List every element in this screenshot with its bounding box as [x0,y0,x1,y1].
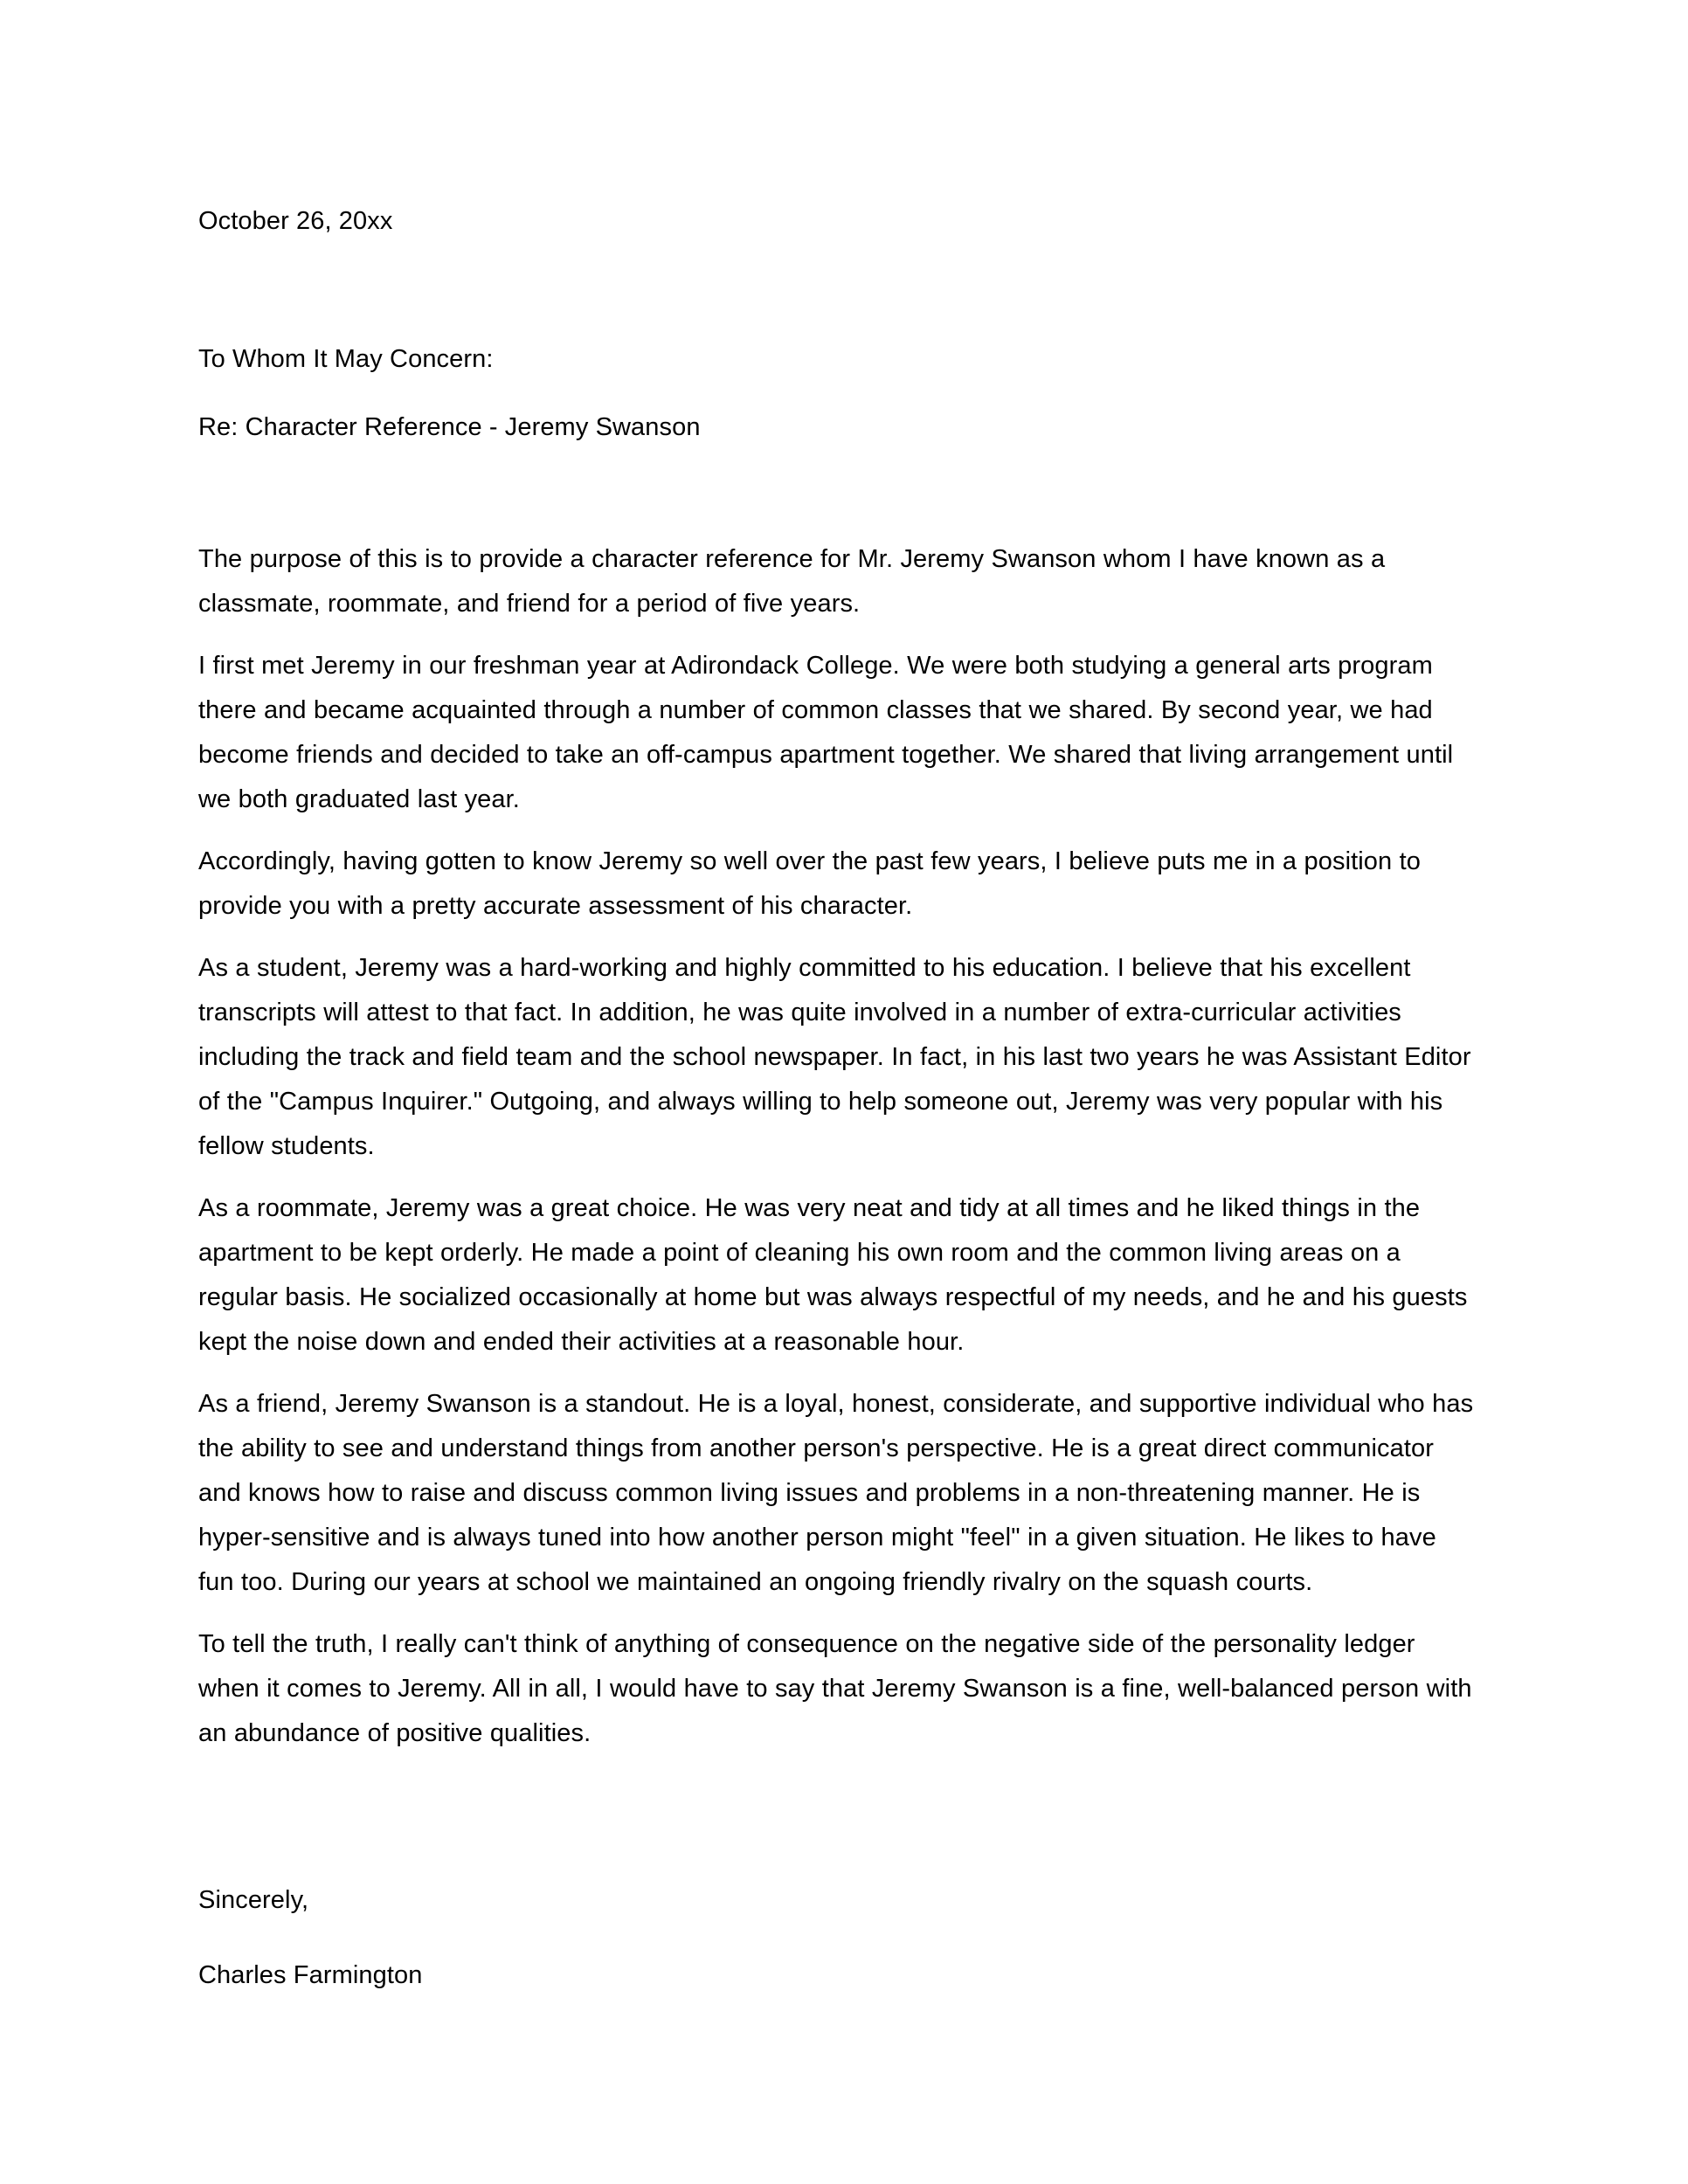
letter-paragraph-accordingly: Accordingly, having gotten to know Jeremy so well over the past few years, I believe puts me in a position to provide you with a pretty accurate assessment of his character. [198,847,1422,920]
letter-paragraph-purpose: The purpose of this is to provide a character reference for Mr. Jeremy Swanson whom I have known as a classmate, roommate, and friend for a period of five years. [198,545,1386,618]
letter-paragraph-as-a-student: As a student, Jeremy was a hard-working and highly committed to his education. I believe that his excellent transcripts will attest to that fact. In addition, he was quite involved in a number of extra-curricular activities including the track and field team and the school newspaper. In fact, in his last two years he was Assistant Editor of the "Campus Inquirer." Outgoing, and always willing to help someone out, Jeremy was very popular with his fellow students. [198,954,1471,1160]
letter-subject: Re: Character Reference - Jeremy Swanson [198,413,701,441]
letter-date: October 26, 20xx [198,207,393,235]
letter-salutation: To Whom It May Concern: [198,345,494,373]
body-closing-spacer [198,1773,1478,1878]
subject-body-spacer [198,450,1478,537]
letter-signature-name: Charles Farmington [198,1961,423,1989]
letter-paragraph-first-met: I first met Jeremy in our freshman year at Adirondack College. We were both studying a general arts program there and became acquainted through a number of common classes that we shared. By second year, we had become friends and decided to take an off-campus apartment together. We shared that living arrangement until we both graduated last year. [198,652,1454,813]
letter-paragraph-as-a-friend: As a friend, Jeremy Swanson is a standout. He is a loyal, honest, considerate, and supportive individual who has the ability to see and understand things from another person's perspective. He is a great direct communicator and knows how to raise and discuss common living issues and problems in a non-threatening manner. He is hyper-sensitive and is always tuned into how another person might "feel" in a given situation. He likes to have fun too. During our years at school we maintained an ongoing friendly rivalry on the squash courts. [198,1390,1474,1596]
letter-closing: Sincerely, [198,1886,309,1914]
signature-gap [198,1923,1478,1953]
letter-paragraph-as-a-roommate: As a roommate, Jeremy was a great choice. He was very neat and tidy at all times and he liked things in the apartment to be kept orderly. He made a point of cleaning his own room and the common living areas on a regular basis. He socialized occasionally at home but was always respectful of my needs, and he and his guests kept the noise down and ended their activities at a reasonable hour. [198,1194,1468,1356]
date-salutation-spacer [198,244,1478,337]
letter-content [198,199,1478,1998]
letter-paragraph-conclusion: To tell the truth, I really can't think of anything of consequence on the negative side of the personality ledger when it comes to Jeremy. All in all, I would have to say that Jeremy Swanson is a fine, well-balanced person with an abundance of positive qualities. [198,1630,1472,1747]
